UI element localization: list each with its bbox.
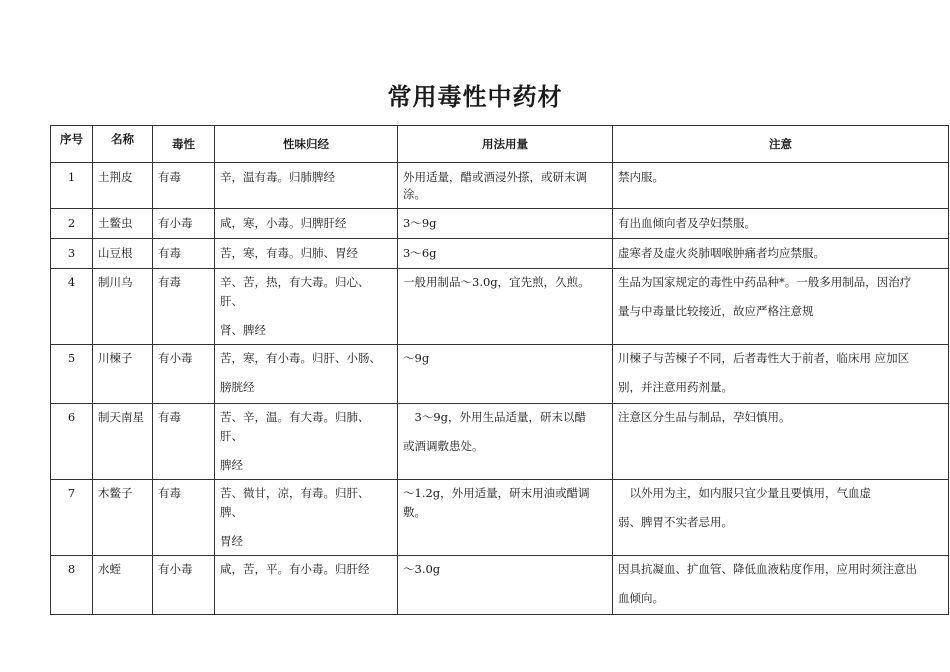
cell-note: [613, 163, 949, 209]
table-row: [51, 345, 949, 404]
header-toxicity: 毒性: [153, 126, 215, 163]
cell-index: 1: [51, 163, 93, 209]
cell-toxicity: 有毒: [153, 239, 215, 269]
table-row: [51, 209, 949, 239]
cell-index: 2: [51, 209, 93, 239]
cell-note-line: 弱、脾胃不实者忌用。: [618, 515, 733, 529]
cell-property: [215, 480, 398, 556]
cell-usage-line: ～3.0g: [403, 562, 441, 576]
table-row: [51, 556, 949, 615]
cell-index: 6: [51, 404, 93, 480]
cell-usage-line: ～9g: [403, 351, 430, 365]
cell-property-line: 膀胱经: [220, 380, 255, 394]
cell-index: 4: [51, 269, 93, 345]
cell-usage-line: 3～9g，外用生品适量，研末以醋: [403, 410, 586, 424]
cell-note-line: 虚寒者及虚火炎肺咽喉肿痛者均应禁服。: [618, 246, 825, 260]
cell-note: [613, 404, 949, 480]
cell-note: [613, 556, 949, 615]
cell-note: [613, 269, 949, 345]
cell-toxicity: 有毒: [153, 163, 215, 209]
cell-property: [215, 239, 398, 269]
cell-usage-line: 3～6g: [403, 246, 437, 260]
cell-note-line: 因具抗凝血、扩血管、降低血液粘度作用，应用时须注意出: [618, 562, 917, 576]
cell-index: 7: [51, 480, 93, 556]
cell-toxicity: 有小毒: [153, 345, 215, 404]
cell-note-line: 血倾向。: [618, 591, 664, 605]
cell-property-line: 苦、辛，温。有大毒。归肺、肝、: [220, 410, 370, 443]
cell-property-line: 肾、脾经: [220, 323, 266, 337]
cell-note: [613, 345, 949, 404]
cell-index: 8: [51, 556, 93, 615]
cell-property: [215, 163, 398, 209]
cell-usage-line: 3～9g: [403, 216, 437, 230]
cell-property: [215, 269, 398, 345]
document-title: 常用毒性中药材: [387, 83, 563, 111]
table-row: [51, 269, 949, 345]
cell-usage-line: 外用适量，醋或酒浸外搽，或研末调涂。: [403, 170, 587, 201]
cell-property-line: 苦，寒，有毒。归肺、胃经: [220, 246, 358, 260]
cell-note-line: 有出血倾向者及孕妇禁服。: [618, 216, 756, 230]
cell-toxicity: 有小毒: [153, 556, 215, 615]
cell-note-line: 川楝子与苦楝子不同，后者毒性大于前者，临床用 应加区: [618, 351, 910, 365]
cell-usage: [398, 209, 613, 239]
cell-usage-line: ～1.2g，外用适量，研末用油或醋调敷。: [403, 486, 590, 519]
cell-note-line: 量与中毒量比较接近，故应严格注意规: [618, 304, 814, 318]
cell-toxicity: 有小毒: [153, 209, 215, 239]
cell-toxicity: 有毒: [153, 480, 215, 556]
cell-index: 5: [51, 345, 93, 404]
header-index: 序号: [51, 126, 93, 163]
cell-note: [613, 209, 949, 239]
cell-usage-line: 或酒调敷患处。: [403, 439, 484, 453]
header-usage: 用法用量: [398, 126, 613, 163]
cell-note: [613, 480, 949, 556]
cell-usage: [398, 163, 613, 209]
cell-usage: [398, 269, 613, 345]
cell-usage: [398, 239, 613, 269]
cell-toxicity: 有毒: [153, 404, 215, 480]
cell-usage: [398, 345, 613, 404]
cell-property: [215, 404, 398, 480]
cell-name: 山豆根: [93, 239, 153, 269]
cell-property-line: 苦、微甘，凉，有毒。归肝、脾、: [220, 486, 370, 519]
table-row: [51, 404, 949, 480]
cell-usage: [398, 556, 613, 615]
cell-name: 川楝子: [93, 345, 153, 404]
header-property: 性味归经: [215, 126, 398, 163]
cell-property: [215, 556, 398, 615]
toxic-herb-table: [50, 125, 949, 615]
cell-note-line: 以外用为主，如内服只宜少量且要慎用，气血虚: [618, 486, 871, 500]
cell-property: [215, 345, 398, 404]
table-row: [51, 239, 949, 269]
cell-toxicity: 有毒: [153, 269, 215, 345]
table-body: [51, 163, 949, 615]
cell-property-line: 苦，寒，有小毒。归肝、小肠、: [220, 351, 381, 365]
cell-note-line: 生品为国家规定的毒性中药品种*。一般多用制品，因治疗: [618, 275, 912, 289]
cell-name: 水蛭: [93, 556, 153, 615]
cell-usage: [398, 480, 613, 556]
table-row: [51, 163, 949, 209]
cell-property: [215, 209, 398, 239]
cell-usage-line: 一般用制品～3.0g，宜先煎，久煎。: [403, 275, 590, 289]
cell-note-line: 禁内服。: [618, 170, 664, 184]
cell-note: [613, 239, 949, 269]
cell-usage: [398, 404, 613, 480]
cell-name: 土荆皮: [93, 163, 153, 209]
cell-index: 3: [51, 239, 93, 269]
cell-property-line: 胃经: [220, 534, 243, 548]
cell-name: 制天南星: [93, 404, 153, 480]
cell-name: 制川乌: [93, 269, 153, 345]
cell-property-line: 辛、苦，热，有大毒。归心、肝、: [220, 275, 370, 308]
cell-name: 木鳖子: [93, 480, 153, 556]
cell-property-line: 咸，苦，平。有小毒。归肝经: [220, 562, 370, 576]
cell-property-line: 辛，温有毒。归肺脾经: [220, 170, 335, 184]
table-row: [51, 480, 949, 556]
cell-name: 土鳖虫: [93, 209, 153, 239]
header-note: 注意: [613, 126, 949, 163]
table-header-row: [51, 126, 949, 163]
cell-note-line: 别，并注意用药剂量。: [618, 380, 733, 394]
cell-note-line: 注意区分生品与制品，孕妇慎用。: [618, 410, 791, 424]
cell-property-line: 脾经: [220, 458, 243, 472]
header-name: 名称: [93, 126, 153, 163]
cell-property-line: 咸，寒，小毒。归脾肝经: [220, 216, 347, 230]
